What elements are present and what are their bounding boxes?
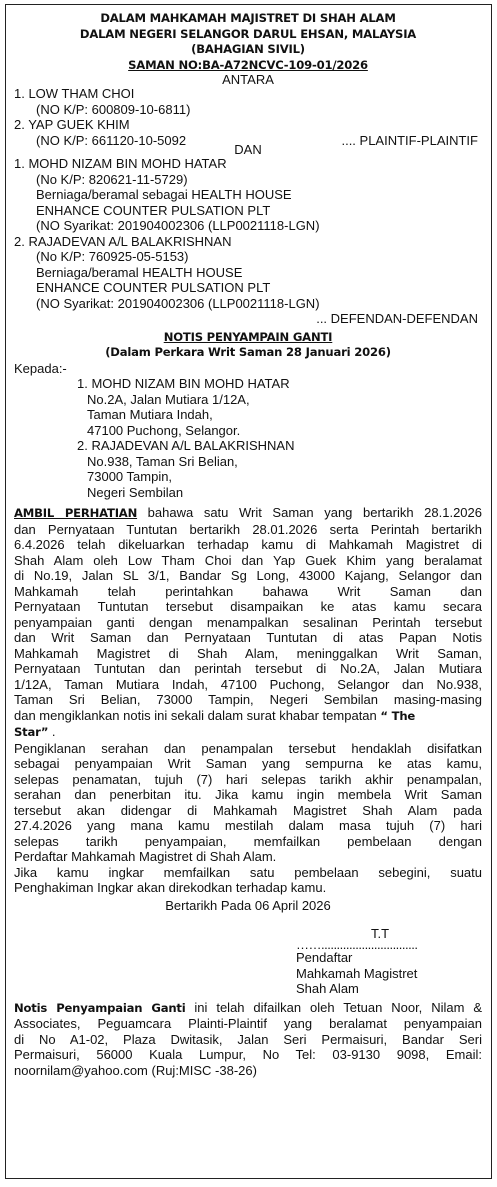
recipient-2-address-3: Negeri Sembilan	[87, 484, 184, 500]
defendant-1-name: 1. MOHD NIZAM BIN MOHD HATAR	[14, 156, 227, 171]
body-text: dan mengiklankan notis ini sekali dalam surat khabar tempatan	[14, 707, 377, 723]
kepada-label: Kepada:-	[14, 360, 67, 376]
recipient-1-name: 1. MOHD NIZAM BIN MOHD HATAR	[77, 376, 290, 391]
recipient-2-address-2: 73000 Tampin,	[87, 469, 173, 484]
defendant-1-business: Berniaga/beramal sebagai HEALTH HOUSE	[36, 187, 292, 202]
plaintiff-1-ic: (NO K/P: 600809-10-6811)	[36, 101, 191, 117]
body-line	[14, 708, 482, 725]
summons-number: SAMAN NO:BA-A72NCVC-109-01/2026	[128, 57, 368, 72]
footer-line: di No A1-02, Plaza Dwitasik, Jalan Seri Permaisuri, Bandar Seri	[14, 1031, 482, 1047]
footer-text: ini telah difailkan oleh Tetuan Noor, Nilam &	[185, 999, 482, 1015]
newspaper-name-2: Star”	[14, 725, 49, 739]
registrar-title: Pendaftar	[296, 950, 353, 965]
defendant-2-company-no: (NO Syarikat: 201904002306 (LLP0021118-LGN)	[36, 295, 320, 311]
ambil-perhatian: AMBIL PERHATIAN	[14, 506, 138, 520]
defendant-2-ic: (No K/P: 760925-05-5153)	[36, 249, 189, 264]
signature-block	[14, 927, 482, 997]
recipient-2-address-1: No.938, Taman Sri Belian,	[87, 453, 238, 469]
body-line: selepas penamatan, tujuh (7) hari selepas tarikh akhir penampalan,	[14, 771, 482, 787]
body-line: Pernyataan Tuntutan tersebut disampaikan ke atas kamu secara	[14, 599, 482, 614]
body-line: Mahkamah Magistret di Shah Alam, meninggalkan Writ Saman,	[14, 645, 482, 661]
body-line: sebagai penyampaian Writ Saman yang sempurna ke atas kamu,	[14, 756, 482, 771]
plaintiff-2-ic: (NO K/P: 661120-10-5092	[36, 132, 187, 148]
notice-title: NOTIS PENYAMPAIN GANTI	[163, 329, 333, 344]
body-line	[14, 505, 482, 522]
body-line: selepas tarikh penyampaian, memfailkan pembelaan dengan	[14, 833, 482, 849]
body-line: Penghakiman Ingkar akan direkodkan terhadap kamu.	[14, 880, 327, 895]
defendant-1-business-2: ENHANCE COUNTER PULSATION PLT	[36, 202, 271, 218]
body-line: dan Writ Saman dan Pernyataan Tuntutan di atas Papan Notis	[14, 630, 482, 645]
body-line: Perdaftar Mahkamah Magistret di Shah Alam.	[14, 849, 277, 864]
footer-lead: Notis Penyampaian Ganti	[14, 1000, 186, 1015]
newspaper-name: “ The	[380, 708, 416, 723]
notice-subtitle: (Dalam Perkara Writ Saman 28 Januari 2026)	[105, 345, 391, 359]
recipient-1-address-1: No.2A, Jalan Mutiara 1/12A,	[87, 391, 250, 407]
registrar-location: Shah Alam	[296, 981, 359, 996]
body-line: dan Pernyataan Tuntutan bertarikh 28.01.2026 serta Perintah bertarikh	[14, 521, 482, 537]
body-line: di No.19, Jalan SL 3/1, Bandar Sg Long, 43000 Kajang, Selangor dan	[14, 568, 482, 583]
plaintiff-label: .... PLAINTIF-PLAINTIF	[341, 132, 478, 148]
registrar-court: Mahkamah Magistret	[296, 965, 418, 981]
body-text: bahawa satu Writ Saman yang bertarikh 28.1.2026	[137, 505, 482, 520]
plaintiff-1-name: 1. LOW THAM CHOI	[14, 86, 135, 101]
body-line: Pernyataan Tuntutan dan perintah tersebut di No.2A, Jalan Mutiara	[14, 661, 482, 676]
footer-filing-note	[14, 1000, 482, 1079]
body-line: serahan dan penerbitan itu. Jika kamu ingin membela Writ Saman	[14, 787, 482, 802]
body-line: Taman Sri Belian, 73000 Tampin, Negeri Sembilan masing-masing	[14, 692, 482, 707]
footer-line: noornilam@yahoo.com (Ruj:MISC -38-26)	[14, 1062, 257, 1078]
defendant-label: ... DEFENDAN-DEFENDAN	[316, 311, 478, 326]
body-line: Shah Alam oleh Low Tham Choi dan Yap Guek Khim yang beralamat	[14, 552, 482, 568]
body-line: Pengiklanan serahan dan penampalan tersebut hendaklah disifatkan	[14, 740, 482, 756]
recipient-1-address-3: 47100 Puchong, Selangor.	[87, 422, 241, 438]
dated-line: Bertarikh Pada 06 April 2026	[165, 897, 331, 913]
body-text: .	[48, 724, 56, 739]
body-line: Jika kamu ingkar memfailkan satu pembelaan sebegini, suatu	[14, 864, 482, 880]
body-paragraph-3	[14, 865, 482, 896]
body-line: 6.4.2026 telah dikeluarkan terhadap kamu di Mahkamah Magistret di	[14, 537, 482, 552]
defendant-2-business: Berniaga/beramal HEALTH HOUSE	[36, 264, 243, 280]
footer-line: Associates, Peguamcara Plainti-Plaintif yang beralamat penyampaian	[14, 1016, 482, 1031]
body-line: tersebut akan didengar di Mahkamah Magistret Shah Alam pada	[14, 802, 482, 818]
body-line: penyampaian ganti dengan menampalkan sesalinan Perintah tersebut	[14, 614, 482, 630]
legal-notice	[5, 4, 492, 1179]
body-line: Mahkamah telah perintahkan bahawa Writ Saman dan	[14, 583, 482, 599]
recipient-2-name: 2. RAJADEVAN A/L BALAKRISHNAN	[77, 438, 295, 453]
footer-line: Permaisuri, 56000 Kuala Lumpur, No Tel: 03-9130 9098, Email:	[14, 1047, 482, 1062]
signature-line: ……...............................	[296, 937, 418, 952]
plaintiff-2-name: 2. YAP GUEK KHIM	[14, 117, 130, 132]
body-paragraph-2	[14, 741, 482, 865]
body-paragraph-1	[14, 505, 482, 741]
body-line	[14, 724, 482, 741]
defendant-1-ic: (No K/P: 820621-11-5729)	[36, 171, 188, 187]
footer-line	[14, 1000, 482, 1017]
body-line: 27.4.2026 yang mana kamu mestilah dalam masa tujuh (7) hari	[14, 818, 482, 833]
signature-tt: T.T	[371, 926, 390, 941]
dan-label: DAN	[234, 142, 262, 157]
recipient-1-address-2: Taman Mutiara Indah,	[87, 407, 213, 422]
court-name: DALAM MAHKAMAH MAJISTRET DI SHAH ALAM	[100, 11, 396, 25]
defendant-2-name: 2. RAJADEVAN A/L BALAKRISHNAN	[14, 233, 232, 249]
court-state: DALAM NEGERI SELANGOR DARUL EHSAN, MALAYSIA	[79, 26, 417, 41]
body-line: 1/12A, Taman Mutiara Indah, 47100 Puchong, Selangor dan No.938,	[14, 676, 482, 692]
antara-label: ANTARA	[222, 72, 274, 87]
defendant-2-business-2: ENHANCE COUNTER PULSATION PLT	[36, 280, 271, 295]
defendant-1-company-no: (NO Syarikat: 201904002306 (LLP0021118-LGN)	[36, 218, 320, 233]
court-division: (BAHAGIAN SIVIL)	[191, 42, 305, 56]
